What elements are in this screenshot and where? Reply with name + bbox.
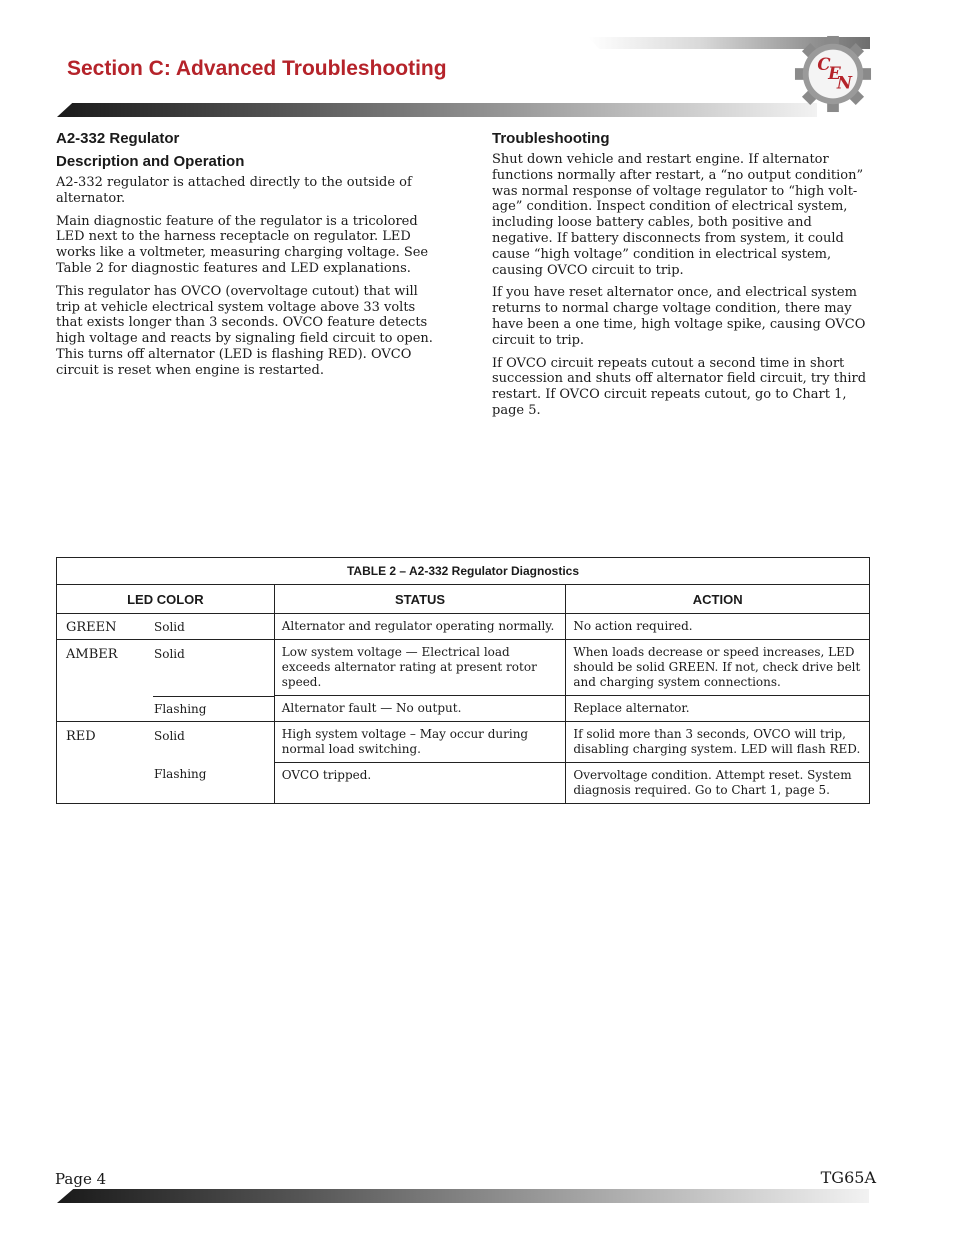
regulator-diagnostics-table — [56, 557, 870, 804]
status-cell: Alternator and regulator operating normally. — [274, 614, 566, 640]
troubleshooting-paragraph: If OVCO circuit repeats cutout a second time in short succession and shuts off alternator field circuit, try third restart. If OVCO circuit repeats cutout, go to Chart 1, page 5. — [492, 355, 867, 418]
led-mode: Flashing — [154, 766, 207, 781]
table-row — [57, 763, 870, 804]
status-cell: Low system voltage — Electrical load exceeds alternator rating at present rotor speed. — [274, 640, 566, 696]
action-cell: No action required. — [566, 614, 870, 640]
page-number: Page 4 — [55, 1170, 107, 1188]
troubleshooting-heading: Troubleshooting — [492, 130, 610, 147]
header-divider-bar — [57, 103, 817, 117]
led-mode: Solid — [154, 647, 185, 661]
action-cell: If solid more than 3 seconds, OVCO will trip, disabling charging system. LED will flash RED. — [566, 722, 870, 763]
led-cell — [57, 722, 275, 763]
action-cell: Overvoltage condition. Attempt reset. System diagnosis required. Go to Chart 1, page 5. — [566, 763, 870, 804]
led-color-name: RED — [66, 729, 96, 744]
table-row — [57, 640, 870, 696]
header-action: ACTION — [566, 585, 870, 614]
svg-text:E: E — [828, 62, 841, 83]
status-cell: OVCO tripped. — [274, 763, 566, 804]
led-color-name: AMBER — [66, 647, 118, 662]
table-row — [57, 722, 870, 763]
footer-divider-bar — [57, 1189, 869, 1203]
regulator-heading-line2: Description and Operation — [56, 153, 245, 170]
regulator-description-column — [56, 129, 436, 386]
status-cell: Alternator fault — No output. — [274, 696, 566, 722]
led-cell — [57, 696, 275, 722]
regulator-paragraph: This regulator has OVCO (overvoltage cutout) that will trip at vehicle electrical system voltage above 33 volts that exists longer than 3 seconds. OVCO feature detects high voltage and reacts by signaling field circuit to open. This turns off alternator (LED is flashing RED). OVCO circuit is reset when engine is restarted. — [56, 283, 433, 378]
table-row — [57, 696, 870, 722]
header-status: STATUS — [274, 585, 566, 614]
troubleshooting-paragraph: Shut down vehicle and restart engine. If alternator functions normally after restart, a “no output condition” was normal response of voltage regulator to “high volt-age” condition. Inspect condition of electrical system, including loose battery cables, both positive and negative. If battery disconnects from system, it could cause “high voltage” condition in electrical system, causing OVCO circuit to trip. — [492, 152, 864, 278]
action-cell: Replace alternator. — [566, 696, 870, 722]
troubleshooting-column — [492, 129, 872, 426]
led-cell — [57, 614, 275, 640]
section-title: Section C: Advanced Troubleshooting — [67, 57, 447, 80]
action-cell: When loads decrease or speed increases, LED should be solid GREEN. If not, check drive belt and charging system connections. — [566, 640, 870, 696]
svg-text:C: C — [817, 54, 831, 75]
led-cell — [57, 763, 275, 804]
regulator-heading-line1: A2-332 Regulator — [56, 130, 180, 147]
led-mode: Solid — [154, 620, 185, 634]
regulator-paragraph: A2-332 regulator is attached directly to the outside of alternator. — [56, 175, 412, 206]
table-row — [57, 614, 870, 640]
document-id: TG65A — [820, 1168, 876, 1187]
status-cell: High system voltage – May occur during normal load switching. — [274, 722, 566, 763]
svg-text:N: N — [836, 72, 853, 93]
regulator-paragraph: Main diagnostic feature of the regulator is a tricolored LED next to the harness receptacle on regulator. LED works like a voltmeter, measuring charging voltage. See Table 2 for diagnostic features and LED explanations. — [56, 213, 429, 276]
cen-logo — [794, 35, 872, 113]
header-led-color: LED COLOR — [57, 585, 275, 614]
led-mode: Solid — [154, 729, 185, 743]
troubleshooting-paragraph: If you have reset alternator once, and electrical system returns to normal charge voltage condition, there may have been a one time, high voltage spike, causing OVCO circuit to trip. — [492, 285, 866, 348]
led-mode: Flashing — [154, 701, 207, 716]
led-cell — [57, 640, 275, 696]
led-color-name: GREEN — [66, 620, 117, 635]
table-caption: TABLE 2 – A2-332 Regulator Diagnostics — [57, 558, 870, 585]
